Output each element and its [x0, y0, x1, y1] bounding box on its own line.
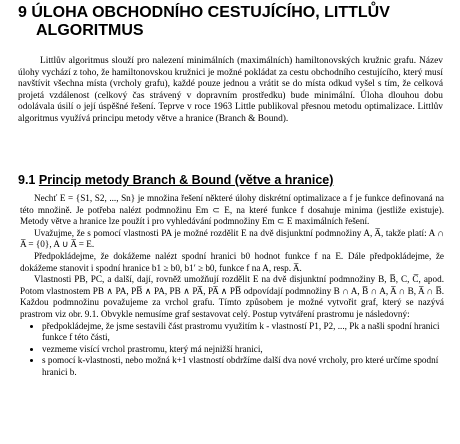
list-item: • vezmeme visící vrchol prastromu, který má nejnižší hranici, [42, 344, 444, 356]
section-number: 9.1 [18, 173, 36, 187]
procedure-list [20, 321, 444, 379]
chapter-title [18, 4, 448, 40]
list-item: • s pomocí k-vlastnosti, nebo možná k+1 vlastností obdržíme další dva nové vrcholy, pro které určíme spodní hranici b. [42, 355, 444, 378]
section-title: Princip metody Branch & Bound (větve a hranice) [38, 173, 334, 187]
section-heading [18, 172, 333, 188]
intro-paragraph: Littlův algoritmus slouží pro nalezení minimálních (maximálních) hamiltonovských kružnic grafu. Název úlohy vychází z toho, že hamiltonovskou kružnici je možné pokládat za cestu obchodního cestujícího, který musí navštívit všechna místa (vrcholy grafu), každé pouze jednou a vrátit se do místa odkud vyšel s tím, že celková projetá vzdálenost (celkový čas strávený v dopravním prostředku) bude minimální. Úloha dlouhou dobu odolávala úsilí o její úspěšné řešení. Teprve v roce 1963 Little publikoval přesnou metodu optimalizace. Littlův algoritmus využívá principu metody větve a hranice (Branch & Bound). [18, 56, 443, 124]
chapter-title-line1: 9 ÚLOHA OBCHODNÍHO CESTUJÍCÍHO, LITTLŮV [18, 4, 390, 21]
list-item: • předpokládejme, že jsme sestavili část prastromu využitím k - vlastností P1, P2, ..., Pk a našli spodní hranici funkce f této části, [42, 321, 444, 344]
paragraph-partition: Uvažujme, že s pomocí vlastnosti PA je možné rozdělit E na dvě disjunktní podmnožiny A, A̅, takže platí: A ∩ A̅ = {0}, A ∪ A̅ = E. [20, 227, 444, 250]
paragraph-lower-bound: Předpokládejme, že dokážeme nalézt spodní hranici b0 hodnot funkce f na E. Dále předpokládejme, že dokážeme stanovit i spodní hranice b1 ≥ b0, b1′ ≥ b0, funkce f na A, resp. A̅. [20, 250, 444, 273]
paragraph-properties: Vlastnosti PB, PC, a další, dají, rovněž umožňují rozdělit E na dvě disjunktní podmnožiny B, B̅, C, C̅, apod. Potom vlastnostem PB ∧ PA, PB̅ ∧ PA, PB ∧ PA̅, PA̅ ∧ PB̅ odpovídají podmnožiny B ∩ A, B̅ ∩ A, A̅ ∩ B, A̅ ∩ B̅. Každou podmnožinu považujeme za vrchol grafu. Tímto způsobem je možné vytvořit graf, který se nazývá prastrom viz obr. 9.1. Obvykle nemusíme graf sestavovat celý. Postup vytváření prastromu je následovný: [20, 274, 444, 319]
paragraph-definition: Nechť E = {S1, S2, ..., Sn} je množina řešení některé úlohy diskrétní optimalizace a f je funkce definovaná na této množině. Je potřeba nalézt podmnožinu Em ⊂ E, na které funkce f dosahuje minima (jestliže existuje). Metody větve a hranice lze použít i pro vyhledávání podmnožiny Em ⊂ E maximálních řešení. [20, 193, 444, 227]
chapter-title-line2: ALGORITMUS [36, 22, 144, 39]
section-body [20, 193, 444, 379]
